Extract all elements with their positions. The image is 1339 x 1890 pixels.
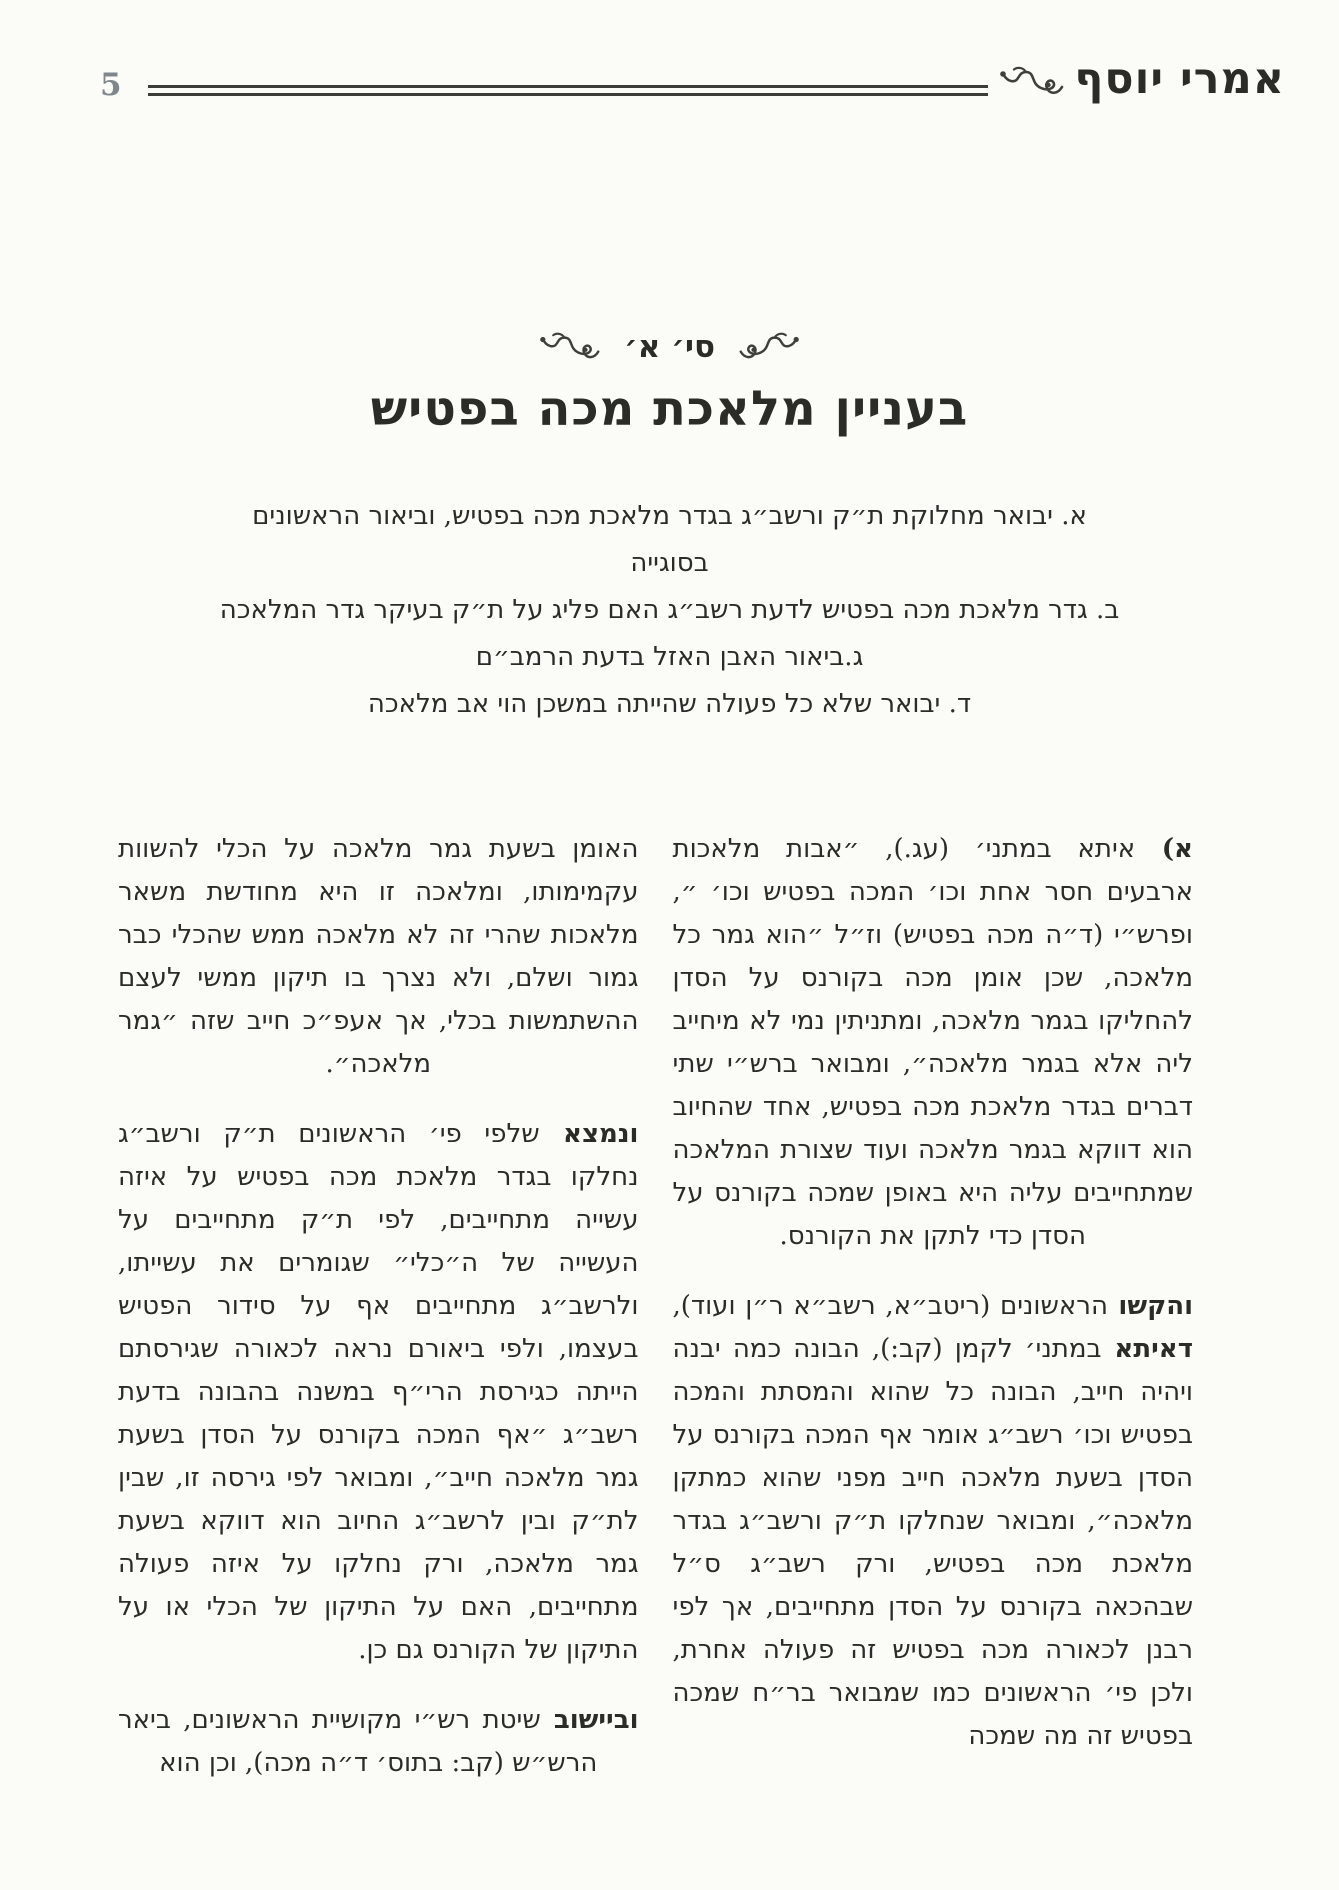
paragraph-lead: דאיתא bbox=[1101, 1333, 1193, 1364]
paragraph-lead: וביישוב bbox=[540, 1704, 639, 1735]
column-left bbox=[118, 828, 639, 1812]
paragraph bbox=[673, 1285, 1194, 1758]
page-header bbox=[0, 0, 1339, 104]
paragraph-text: שלפי פי׳ הראשונים ת״ק ורשב״ג נחלקו בגדר מלאכת מכה בפטיש על איזה עשייה מתחייבים, לפי ת״ק מתחייבים על העשייה של ה״כלי״ שגומרים את עשייתו, ולרשב״ג מתחייבים אף על סידור הפטיש בעצמו, ולפי ביאורם נראה לכאורה שגירסתם הייתה כגירסת הרי״ף במשנה בהבונה בדעת רשב״ג ״אף המכה בקורנס על הסדן בשעת גמר מלאכה חייב״, ומבואר לפי גירסה זו, שבין לת״ק ובין לרשב״ג החיוב הוא דווקא בשעת גמר מלאכה, ורק נחלקו על איזה פעולה מתחייבים, האם על התיקון של הכלי או על התיקון של הקורנס גם כן. bbox=[118, 1118, 639, 1665]
abstract-item-line: ד. יבואר שלא כל פעולה שהייתה במשכן הוי אב מלאכה bbox=[367, 688, 972, 719]
paragraph-text: האומן בשעת גמר מלאכה על הכלי להשוות עקמימותו, ומלאכה זו היא מחודשת משאר מלאכות שהרי זה לא מלאכה ממש שהכלי כבר גמור ושלם, ולא נצרך בו תיקון ממשי לעצם ההשתמשות בכלי, אך אעפ״כ חייב שזה ״גמר מלאכה״. bbox=[118, 833, 639, 1079]
paragraph bbox=[118, 1113, 639, 1672]
section-kicker-label: סי׳ א׳ bbox=[623, 328, 716, 365]
abstract-item bbox=[165, 634, 1175, 681]
flourish-swirl-icon bbox=[1000, 65, 1066, 99]
flourish-swirl-icon bbox=[737, 331, 799, 363]
paragraph bbox=[118, 828, 639, 1086]
paragraph-lead: ונמצא bbox=[539, 1118, 639, 1149]
header-double-rule bbox=[148, 85, 989, 96]
paragraph-text: איתא במתני׳ (עג.), ״אבות מלאכות ארבעים חסר אחת וכו׳ המכה בפטיש וכו׳ ״, ופרש״י (ד״ה מכה בפטיש) וז״ל ״הוא גמר כל מלאכה, שכן אומן מכה בקורנס על הסדן להחליקו בגמר מלאכה, ומתניתין נמי לא מיחייב ליה אלא בגמר מלאכה״, ומבואר ברש״י שתי דברים בגדר מלאכת מכה בפטיש, אחד שהחיוב הוא דווקא בגמר מלאכה ועוד שצורת המלאכה שמתחייבים עליה היא באופן שמכה בקורנס על הסדן כדי לתקן את הקורנס. bbox=[672, 833, 1193, 1251]
paragraph bbox=[118, 1699, 639, 1785]
book-title: אמרי יוסף bbox=[1074, 54, 1285, 104]
paragraph-text: במתני׳ לקמן (קב:), הבונה כמה יבנה ויהיה חייב, הבונה כל שהוא והמסתת והמכה בפטיש וכו׳ רשב״ג אומר אף המכה בקורנס על הסדן בשעת מלאכה חייב מפני שהוא כמתקן מלאכה״, ומבואר שנחלקו ת״ק ורשב״ג בגדר מלאכת מכה בפטיש, ורק רשב״ג ס״ל שבהכאה בקורנס על הסדן מתחייבים, אך לפי רבנן לכאורה מכה בפטיש זה פעולה אחרת, ולכן פי׳ הראשונים כמו שמבואר בר״ח שמכה בפטיש זה מה שמכה bbox=[672, 1333, 1193, 1751]
section-kicker bbox=[0, 329, 1339, 365]
abstract-item-line: ג.ביאור האבן האזל בדעת הרמב״ם bbox=[475, 641, 864, 672]
abstract-item-line: ב. גדר מלאכת מכה בפטיש לדעת רשב״ג האם פליג על ת״ק בעיקר גדר המלאכה bbox=[219, 594, 1120, 625]
body-columns bbox=[0, 828, 1339, 1812]
paragraph-lead: והקשו bbox=[1107, 1290, 1193, 1321]
paragraph-text: שיטת רש״י מקושיית הראשונים, ביאר הרש״ש (קב: בתוס׳ ד״ה מכה), וכן הוא bbox=[118, 1704, 598, 1778]
section-abstract bbox=[165, 493, 1175, 728]
abstract-item-line: בסוגייה bbox=[630, 547, 709, 578]
column-right bbox=[673, 828, 1194, 1812]
section-title: בעניין מלאכת מכה בפטיש bbox=[370, 380, 969, 437]
abstract-item bbox=[165, 493, 1175, 587]
paragraph-lead: א) bbox=[1135, 833, 1193, 864]
abstract-item bbox=[165, 587, 1175, 634]
paragraph bbox=[673, 828, 1194, 1258]
page-number: 5 bbox=[100, 66, 122, 103]
paragraph-text: הראשונים (ריטב״א, רשב״א ר״ן ועוד), bbox=[672, 1290, 1108, 1321]
flourish-swirl-icon bbox=[540, 331, 602, 363]
abstract-item-line: א. יבואר מחלוקת ת״ק ורשב״ג בגדר מלאכת מכה בפטיש, וביאור הראשונים bbox=[252, 500, 1087, 531]
abstract-item bbox=[165, 681, 1175, 728]
